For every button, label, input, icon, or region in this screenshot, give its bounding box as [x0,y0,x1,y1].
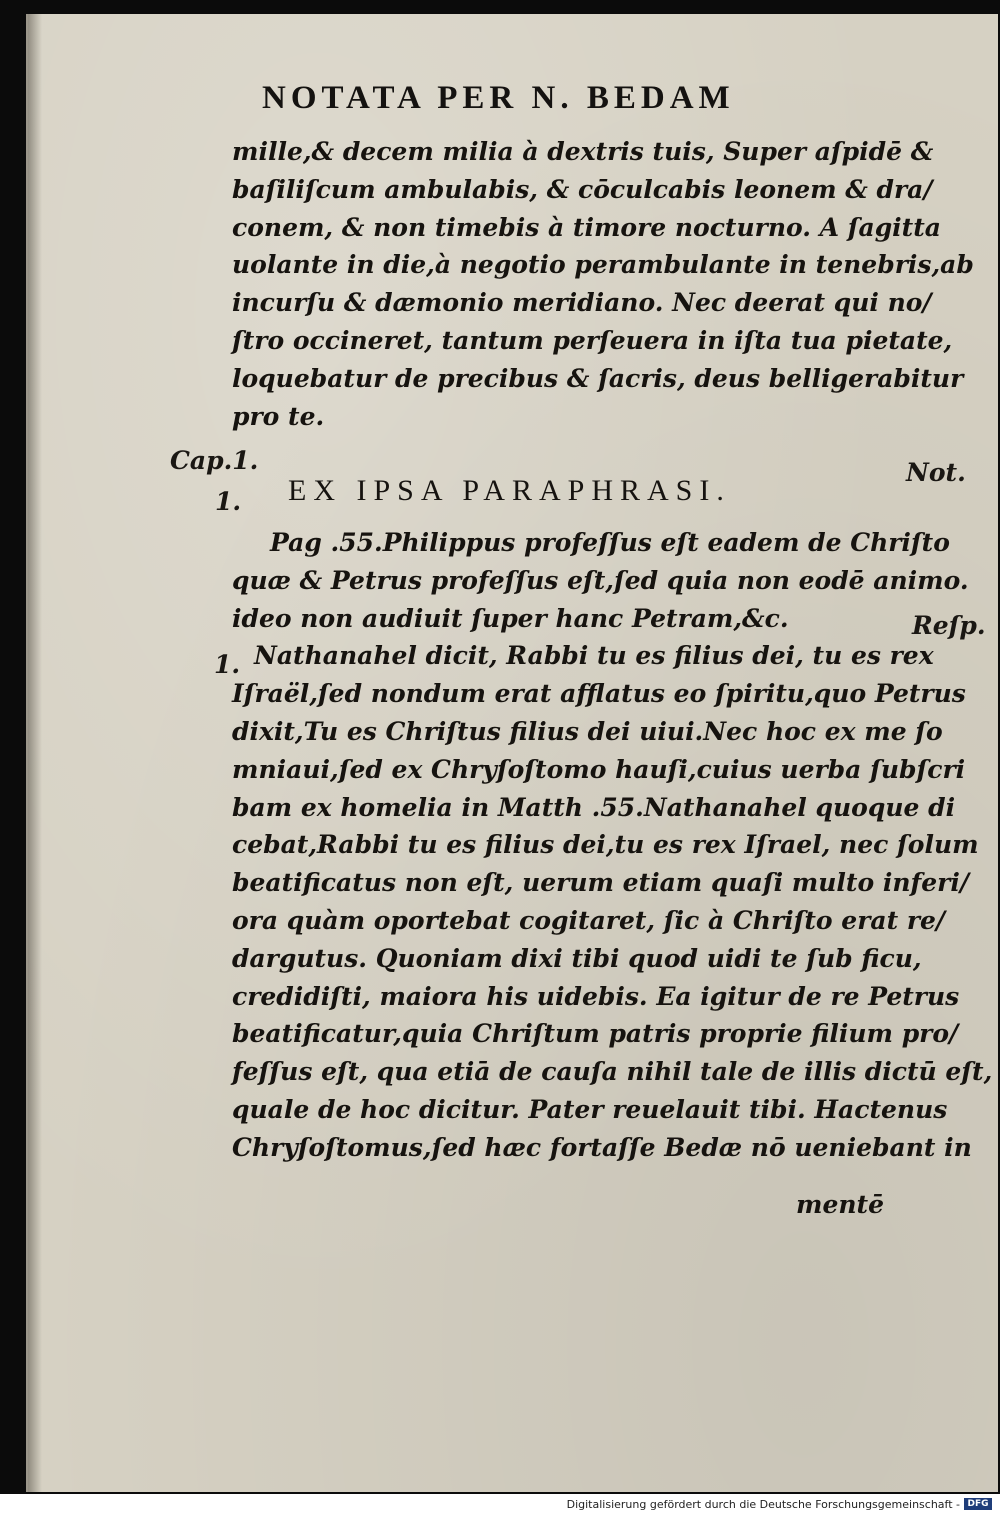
margin-note-cap: Cap.1. [170,446,259,475]
text-line: beatificatus non eſt, uerum etiam quaſi multo inferi/ [232,868,969,898]
text-line: quæ & Petrus profeſſus eſt,ſed quia non eodē animo. [232,565,969,595]
margin-note-number: 1. [215,487,242,516]
paragraph-psalm-quote [232,133,974,435]
gutter-shadow [28,14,42,1492]
text-line: bam ex homelia in Matth .55.Nathanahel quoque di [232,792,956,822]
text-line: Pag .55.Philippus profeſſus eſt eadem de Chriſto [270,528,950,557]
margin-note-not: Not. [906,458,966,487]
text-line: credidiſti, maiora his uidebis. Ea igitur de re Petrus [232,981,960,1011]
text-line: mille,& decem milia à dextris tuis, Super aſpidē & [232,137,934,166]
funding-note: Digitalisierung gefördert durch die Deutsche Forschungsgemeinschaft - [566,1498,960,1511]
text-line: baſiliſcum ambulabis, & cōculcabis leonem & dra/ [232,174,933,204]
margin-note-number: 1. [214,650,241,679]
text-line: beatificatur,quia Chriſtum patris proprie filium pro/ [232,1019,959,1049]
text-line: dargutus. Quoniam dixi tibi quod uidi te ſub ficu, [232,943,922,973]
text-line: ſtro occineret, tantum perſeuera in iſta tua pietate, [232,325,953,355]
catchword: mentē [796,1190,884,1219]
text-line: uolante in die,à negotio perambulante in tenebris,ab [232,250,974,280]
running-head: NOTATA PER N. BEDAM [262,80,735,116]
footer-bar [0,1494,1000,1515]
text-line: quale de hoc dicitur. Pater reuelauit tibi. Hactenus [232,1094,948,1124]
text-line: ora quàm oportebat cogitaret, ſic à Chriſto erat re/ [232,905,946,935]
text-line: loquebatur de precibus & ſacris, deus belligerabitur [232,363,964,393]
section-heading: EX IPSA PARAPHRASI. [288,474,731,507]
text-line: Iſraël,ſed nondum erat afflatus eo ſpiritu,quo Petrus [232,679,966,709]
text-line: pro te. [232,401,325,431]
dfg-logo: DFG [964,1498,992,1510]
text-line: ideo non audiuit ſuper hanc Petram,&c. [232,603,789,633]
text-line: mniaui,ſed ex Chryſoſtomo hauſi,cuius uerba ſubſcri [232,754,966,784]
text-line: dixit,Tu es Chriſtus filius dei uiui.Nec hoc ex me ſo [232,716,943,746]
text-line: Nathanahel dicit, Rabbi tu es filius dei, tu es rex [254,641,934,671]
text-line: Chryſoſtomus,ſed hæc fortaſſe Bedæ nō ueniebant in [232,1132,972,1162]
text-line: conem, & non timebis à timore nocturno. A ſagitta [232,212,941,242]
text-line: cebat,Rabbi tu es filius dei,tu es rex Iſrael, nec ſolum [232,830,979,860]
text-line: incurſu & dæmonio meridiano. Nec deerat qui no/ [232,288,932,318]
text-line: feſſus eſt, qua etiā de cauſa nihil tale de illis dictū eſt, [232,1057,993,1087]
margin-note-resp: Reſp. [912,611,986,640]
